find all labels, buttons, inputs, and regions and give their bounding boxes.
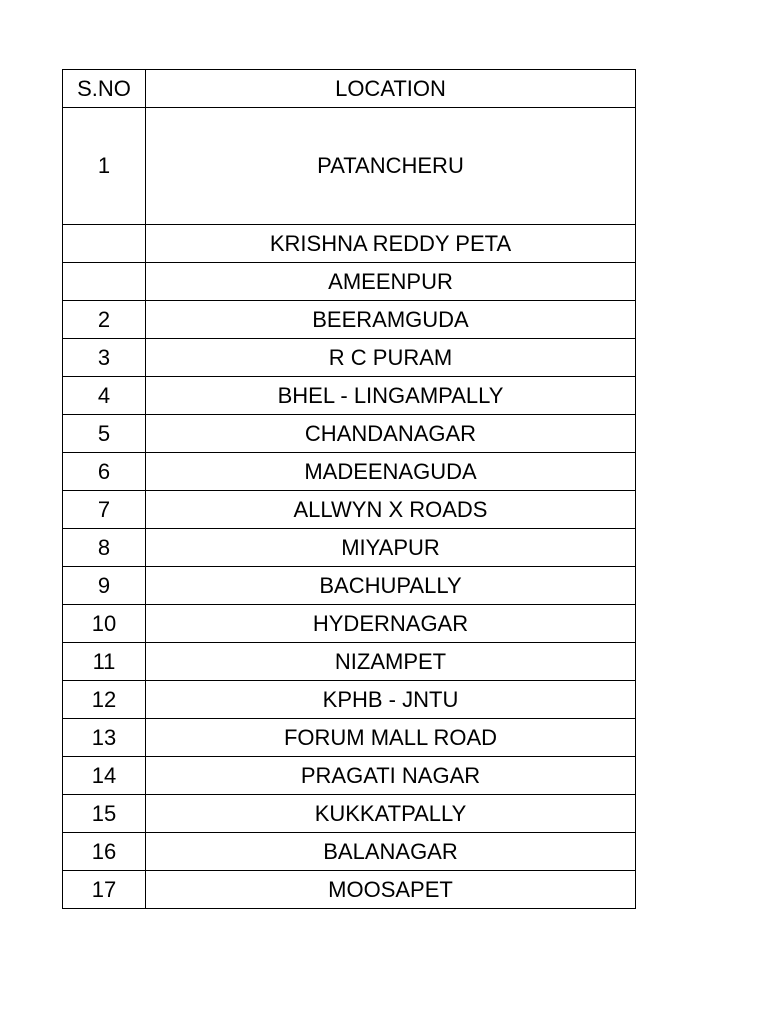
table-row (63, 339, 636, 377)
cell-sno: 13 (63, 719, 146, 757)
document-page (62, 69, 636, 909)
cell-sno: 6 (63, 453, 146, 491)
cell-location: NIZAMPET (146, 643, 636, 681)
cell-sno: 7 (63, 491, 146, 529)
cell-sno (63, 225, 146, 263)
cell-sno: 9 (63, 567, 146, 605)
table-row (63, 795, 636, 833)
table-row (63, 567, 636, 605)
table-row (63, 871, 636, 909)
cell-sno: 10 (63, 605, 146, 643)
cell-location: HYDERNAGAR (146, 605, 636, 643)
cell-location: R C PURAM (146, 339, 636, 377)
cell-location: BALANAGAR (146, 833, 636, 871)
table-row (63, 529, 636, 567)
cell-sno: 3 (63, 339, 146, 377)
cell-location: AMEENPUR (146, 263, 636, 301)
cell-location: KPHB - JNTU (146, 681, 636, 719)
cell-sno: 16 (63, 833, 146, 871)
location-table (62, 69, 636, 909)
header-sno: S.NO (63, 70, 146, 108)
cell-location: ALLWYN X ROADS (146, 491, 636, 529)
cell-sno: 4 (63, 377, 146, 415)
cell-sno: 11 (63, 643, 146, 681)
table-row (63, 108, 636, 225)
cell-location: KUKKATPALLY (146, 795, 636, 833)
cell-sno: 17 (63, 871, 146, 909)
cell-sno: 8 (63, 529, 146, 567)
cell-location: CHANDANAGAR (146, 415, 636, 453)
cell-location: BHEL - LINGAMPALLY (146, 377, 636, 415)
header-location: LOCATION (146, 70, 636, 108)
cell-sno: 5 (63, 415, 146, 453)
cell-location: PRAGATI NAGAR (146, 757, 636, 795)
cell-location: MIYAPUR (146, 529, 636, 567)
table-row (63, 757, 636, 795)
table-row (63, 263, 636, 301)
table-row (63, 415, 636, 453)
table-header-row (63, 70, 636, 108)
cell-sno: 2 (63, 301, 146, 339)
cell-location: BACHUPALLY (146, 567, 636, 605)
cell-location: KRISHNA REDDY PETA (146, 225, 636, 263)
table-row (63, 491, 636, 529)
cell-location: BEERAMGUDA (146, 301, 636, 339)
cell-location: PATANCHERU (146, 108, 636, 225)
cell-location: FORUM MALL ROAD (146, 719, 636, 757)
cell-sno: 14 (63, 757, 146, 795)
table-row (63, 605, 636, 643)
table-row (63, 833, 636, 871)
table-row (63, 643, 636, 681)
cell-sno: 12 (63, 681, 146, 719)
table-row (63, 719, 636, 757)
table-row (63, 377, 636, 415)
table-row (63, 301, 636, 339)
table-row (63, 681, 636, 719)
cell-location: MOOSAPET (146, 871, 636, 909)
cell-sno: 15 (63, 795, 146, 833)
table-row (63, 225, 636, 263)
cell-sno (63, 263, 146, 301)
cell-location: MADEENAGUDA (146, 453, 636, 491)
cell-sno: 1 (63, 108, 146, 225)
table-row (63, 453, 636, 491)
